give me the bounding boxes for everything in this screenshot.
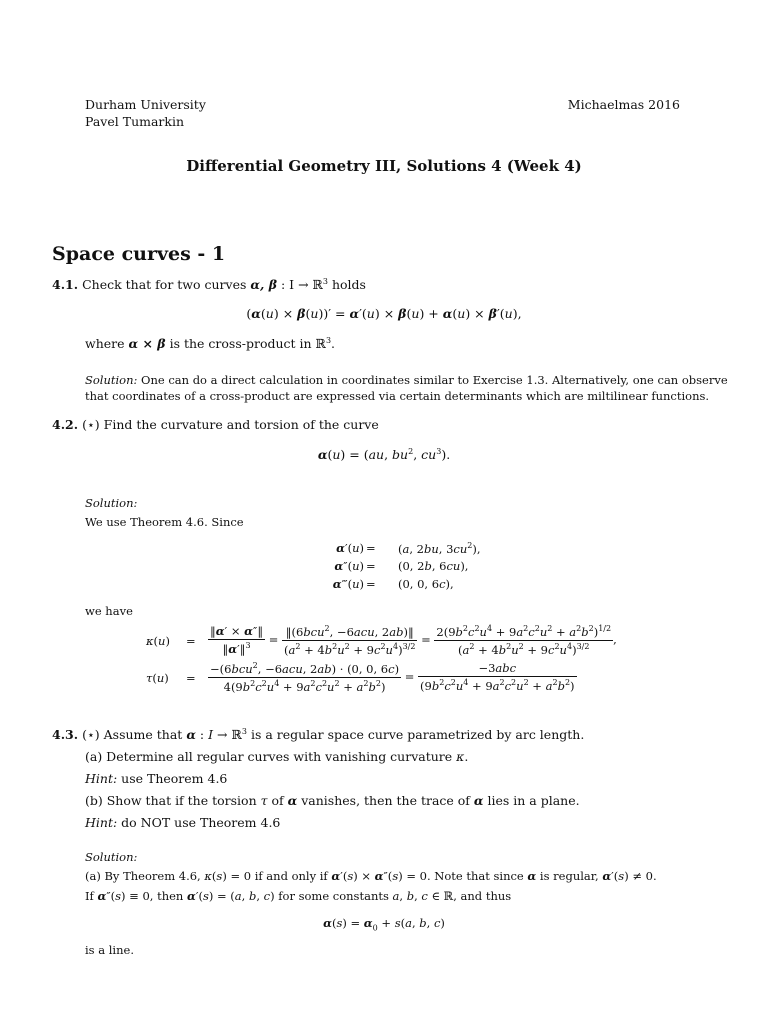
derivative-1-rhs: (a, 2bu, $3cu^2$), [398, 541, 481, 556]
problem-4-2-statement: 4.2. (⋆) Find the curvature and torsion of the curve [52, 417, 379, 432]
equation-line: $\alpha(s) = \alpha_0 + s(a$, b, c) [323, 916, 445, 933]
solution-4-1-line-1: Solution: One can do a direct calculation in coordinates similar to Exercise 1.3. Alternatively, one can observe [85, 373, 728, 387]
curvature-lhs: κ(u) [146, 634, 170, 648]
solution-4-2-we-have: we have [85, 604, 133, 618]
problem-4-3-statement: 4.3. (⋆) Assume that α : I → ℝ$^3$ is a regular space curve parametrized by arc length. [52, 727, 585, 743]
header-term: Michaelmas 2016 [567, 97, 680, 112]
derivative-2-lhs: α″(u) [334, 559, 364, 573]
derivative-1-eq: = [366, 541, 376, 555]
derivative-1-lhs: α′(u) [336, 541, 364, 555]
solution-4-3-conclusion: is a line. [85, 943, 134, 957]
header-university: Durham University [85, 97, 206, 112]
solution-4-3-line-2: If α″(s) ≡ 0, then α′(s) = (a, b, c) for some constants a, b, c ∈ ℝ, and thus [85, 889, 512, 903]
derivative-3-rhs: (0, 0, 6c), [398, 577, 454, 591]
derivative-3-lhs: α‴(u) [332, 577, 364, 591]
curvature-eq: = [186, 634, 196, 648]
solution-4-3-label: Solution: [85, 850, 138, 864]
section-title: Space curves - 1 [52, 243, 226, 265]
problem-4-3-part-a: (a) Determine all regular curves with vanishing curvature κ. [85, 749, 469, 764]
problem-4-1-statement: 4.1. Check that for two curves α, β : I → ℝ$^3$ holds [52, 277, 366, 293]
solution-4-2-label: Solution: [85, 496, 138, 510]
derivative-2-rhs: (0, 2b, 6cu), [398, 559, 469, 573]
torsion-lhs: τ(u) [146, 671, 169, 685]
torsion-formula: $\frac{-(6bcu^2, -6acu, 2ab) \cdot (0, 0, 6c)}{4(9b^2c^2u^4 + 9a^2c^2u^2 + a^2b^2)}$ = $\frac{\text{−3abc}}{(9b^2c^2u^4 + 9a^2c^2u^2 + a^2b^2)}$ [210, 661, 575, 694]
solution-4-3-line-1: (a) By Theorem 4.6, κ(s) = 0 if and only if α′(s) × α″(s) = 0. Note that since α is regular, α′(s) ≠ 0. [85, 869, 657, 883]
torsion-eq: = [186, 671, 196, 685]
problem-4-1-where: where α × β is the cross-product in ℝ$^3$. [85, 336, 336, 352]
derivative-2-eq: = [366, 559, 376, 573]
page-title: Differential Geometry III, Solutions 4 (Week 4) [186, 157, 582, 175]
solution-4-2-intro: We use Theorem 4.6. Since [85, 515, 244, 529]
header-author: Pavel Tumarkin [85, 114, 185, 129]
equation-curve-definition: α(u) = (au, $bu^2$, $cu^3$). [317, 447, 451, 463]
derivative-3-eq: = [366, 577, 376, 591]
problem-4-3-hint-a: Hint: use Theorem 4.6 [85, 771, 228, 786]
problem-4-3-part-b: (b) Show that if the torsion τ of α vanishes, then the trace of α lies in a plane. [85, 793, 580, 808]
problem-number: 4.1. [52, 277, 79, 293]
curvature-formula: $\frac{‖\alpha' \times \alpha''‖}{‖\alpha'‖^3}$ = $\frac{‖(6bcu^2, -6acu, 2ab)‖}{(a^2 + 4b^2u^2 + 9c^2u^4)^{3/2}}$ = $\frac{2(9b^2c^2u^4 + 9a^2c^2u^2 + a^2b^2)^{1/2}}{(a^2 + 4b^2u^2 + 9c^2u^4)^{3/2}}$ , [210, 624, 617, 657]
solution-4-1-line-2: that coordinates of a cross-product are expressed via certain determinants which are miltilinear functions. [85, 389, 710, 403]
equation-cross-product-derivative: (α(u) × β(u))′ = α′(u) × β(u) + α(u) × β′(u), [246, 306, 522, 321]
problem-4-3-hint-b: Hint: do NOT use Theorem 4.6 [85, 815, 281, 830]
